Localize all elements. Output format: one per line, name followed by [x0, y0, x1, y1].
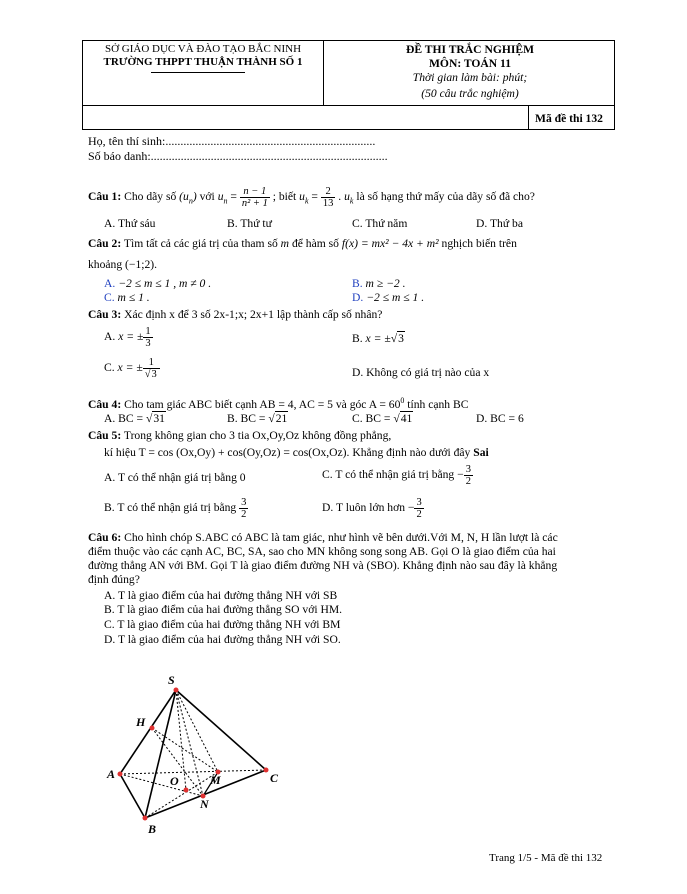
q1-mid: ; biết [272, 190, 297, 204]
q5-option-d[interactable]: D. T luôn lớn hơn − $\frac{3}{2}$ [322, 497, 422, 521]
q3-text: Xác định x để 3 số 2x-1;x; 2x+1 lập thành cấp số nhân? [124, 308, 383, 321]
exam-code: Mã đề thi 132 [535, 112, 603, 125]
q2-text3: nghịch biến trên [441, 237, 517, 250]
question-1 [88, 186, 614, 209]
q4-option-b[interactable]: B. BC = √21 [227, 412, 288, 425]
q2-function: f(x) = mx² − 4x + m² [341, 237, 439, 250]
q3-option-b[interactable]: B. x = ±√3 [352, 332, 404, 345]
q2-label: Câu 2: [88, 237, 122, 250]
line-an [120, 774, 203, 796]
q3-label: Câu 3: [88, 308, 122, 321]
q6-option-c[interactable]: C. T là giao điểm của hai đường thẳng NH với BM [104, 618, 341, 631]
q4-option-a[interactable]: A. BC = √31 [104, 412, 165, 425]
label-s: S [168, 673, 175, 687]
point-h [150, 726, 155, 731]
student-id-line: Số báo danh:............................................................................... [88, 149, 388, 163]
q2-text2: để hàm số [291, 237, 339, 250]
q2-text1: Tìm tất cả các giá trị của tham số [123, 237, 278, 250]
q1-option-b[interactable]: B. Thứ tư [227, 217, 272, 230]
label-n: N [200, 797, 209, 811]
question-2-line2 [88, 258, 614, 272]
label-a: A [107, 767, 116, 781]
edge-sc [176, 690, 266, 770]
q4-option-d[interactable]: D. BC = 6 [476, 412, 524, 425]
q6-option-b[interactable]: B. T là giao điểm của hai đường thẳng SO với HM. [104, 603, 343, 616]
edge-ac [120, 770, 266, 774]
exam-question-count: (50 câu trắc nghiệm) [421, 87, 519, 100]
exam-subject: MÔN: TOÁN 11 [428, 57, 512, 70]
q1-fraction-2: $\frac{2}{13}$ [322, 186, 334, 210]
q1-dot: . [338, 190, 342, 204]
point-b [143, 816, 148, 821]
line-bm [145, 772, 218, 818]
q4-option-c[interactable]: C. BC = √41 [352, 412, 413, 425]
q1-un: $u_n$ [217, 190, 228, 206]
label-o: O [170, 774, 179, 788]
q6-line2: điểm thuộc vào các cạnh AC, BC, SA, sao cho MN không song song AB. Gọi O là giao điểm của hai [88, 545, 556, 558]
q1-with: với [199, 190, 215, 204]
pyramid-figure [100, 670, 300, 840]
q2-interval: (−1;2) [125, 258, 155, 271]
q2-line2: khoảng [88, 258, 123, 271]
q6-option-a[interactable]: A. T là giao điểm của hai đường thẳng NH với SB [104, 589, 338, 602]
student-name-line: Họ, tên thí sinh:...................................................................... [88, 134, 376, 148]
q4-sup: 0 [400, 396, 405, 405]
school-name: TRƯỜNG THPPT THUẬN THÀNH SỐ 1 [103, 56, 303, 68]
line-sm [176, 690, 218, 772]
point-a [118, 772, 123, 777]
exam-title: ĐỀ THI TRẮC NGHIỆM [405, 43, 535, 56]
point-c [264, 768, 269, 773]
q2-m: m [280, 237, 290, 250]
q5-option-a[interactable]: A. T có thể nhận giá trị bằng 0 [104, 471, 246, 484]
q1-text: Cho dãy số [124, 190, 177, 204]
q4-text2: tính cạnh BC [407, 397, 469, 411]
q3-option-a[interactable]: A. x = ± $\frac{1}{3}$ [104, 326, 151, 350]
label-b: B [148, 822, 157, 836]
exam-header [82, 40, 615, 130]
q4-label: Câu 4: [88, 397, 122, 411]
label-h: H [136, 715, 146, 729]
q1-label: Câu 1: [88, 190, 122, 204]
q1-option-c[interactable]: C. Thứ năm [352, 217, 408, 230]
q2-option-a[interactable]: A. −2 ≤ m ≤ 1 , m ≠ 0 . [104, 277, 212, 290]
q2-end: . [154, 258, 158, 271]
edge-ab [120, 774, 145, 818]
q1-option-d[interactable]: D. Thứ ba [476, 217, 523, 230]
q1-option-a[interactable]: A. Thứ sáu [104, 217, 156, 230]
school-underline [151, 72, 245, 73]
q6-line4: định đúng? [88, 573, 140, 586]
q3-option-d[interactable]: D. Không có giá trị nào của x [352, 366, 490, 379]
q4-text: Cho tam giác ABC biết cạnh AB = 4, AC = 5 và góc A = 60 [124, 397, 401, 411]
q5-option-b[interactable]: B. T có thể nhận giá trị bằng $\frac{3}{2}$ [104, 497, 247, 521]
q3-option-c[interactable]: C. x = ± $\frac{1}{√3}$ [104, 357, 160, 380]
question-2 [88, 237, 614, 251]
point-o [184, 788, 189, 793]
q1-eq2: = [311, 190, 318, 204]
q6-label: Câu 6: [88, 531, 122, 544]
q6-line1: Cho hình chóp S.ABC có ABC là tam giác, như hình vẽ bên dưới.Với M, N, H lần lượt là các [124, 531, 558, 544]
question-5 [88, 429, 614, 443]
q6-line3: đường thẳng AN với BM. Gọi T là giao điểm đường NH và (SBO). Khẳng định nào sau đây là khẳng [88, 559, 558, 572]
page-footer: Trang 1/5 - Mã đề thi 132 [489, 852, 603, 864]
q1-fraction: $\frac{n - 1}{\text{n² + 1}}$ [241, 186, 268, 210]
q5-option-c[interactable]: C. T có thể nhận giá trị bằng − $\frac{3}{2}$ [322, 464, 471, 488]
q1-seq: $(u_n)$ [179, 190, 197, 206]
header-divider-horizontal [83, 105, 614, 106]
point-s [174, 688, 179, 693]
exam-time: Thời gian làm bài: phút; [412, 71, 528, 84]
label-m: M [210, 773, 221, 787]
department-name: SỞ GIÁO DỤC VÀ ĐÀO TẠO BẮC NINH [104, 43, 302, 55]
line-sn [176, 690, 203, 796]
question-3 [88, 308, 614, 322]
q5-line2: kí hiệu T = cos (Ox,Oy) + cos(Oy,Oz) = cos(Ox,Oz). Khẳng định nào dưới đây Sai [104, 446, 489, 459]
q2-option-b[interactable]: B. m ≥ −2 . [352, 277, 406, 290]
header-code-divider [528, 105, 529, 130]
q6-option-d[interactable]: D. T là giao điểm của hai đường thẳng NH với SO. [104, 633, 341, 646]
q1-uk: $u_k$ [299, 190, 309, 206]
question-6 [88, 531, 614, 545]
q5-label: Câu 5: [88, 429, 122, 442]
question-4 [88, 396, 614, 412]
q2-option-c[interactable]: C. m ≤ 1 . [104, 291, 150, 304]
edge-sa [120, 690, 176, 774]
q1-post: là số hạng thứ mấy của dãy số đã cho? [356, 190, 535, 204]
q5-text: Trong không gian cho 3 tia Ox,Oy,Oz không đồng phẳng, [123, 429, 392, 442]
q1-uk2: $u_k$ [344, 190, 354, 206]
q2-option-d[interactable]: D. −2 ≤ m ≤ 1 . [352, 291, 425, 304]
q1-eq: = [230, 190, 237, 204]
label-c: C [270, 771, 279, 785]
